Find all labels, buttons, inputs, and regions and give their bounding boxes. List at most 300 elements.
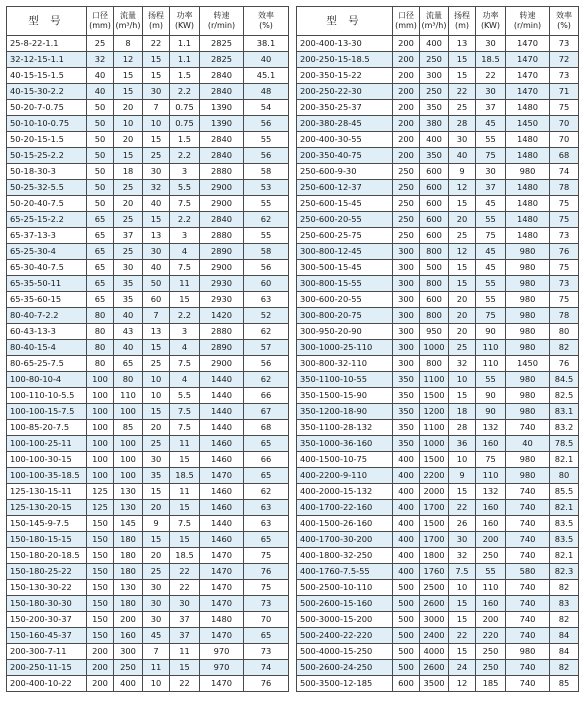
flow-cell: 2400 — [420, 628, 449, 644]
caliber-cell: 200 — [393, 100, 420, 116]
model-cell: 200-300-7-11 — [7, 644, 87, 660]
head-cell: 26 — [449, 516, 476, 532]
model-cell: 150-180-15-15 — [7, 532, 87, 548]
table-row — [7, 372, 289, 388]
table-row — [297, 356, 579, 372]
table-row — [7, 596, 289, 612]
caliber-cell: 250 — [393, 212, 420, 228]
caliber-cell: 32 — [87, 52, 114, 68]
head-cell: 30 — [143, 612, 170, 628]
speed-cell: 1420 — [200, 308, 244, 324]
table-row — [7, 532, 289, 548]
caliber-cell: 25 — [87, 36, 114, 52]
power-cell: 90 — [476, 404, 506, 420]
model-cell: 400-2200-9-110 — [297, 468, 393, 484]
table-row — [297, 436, 579, 452]
efficiency-cell: 56 — [244, 148, 289, 164]
head-cell: 9 — [143, 516, 170, 532]
head-cell: 15 — [143, 132, 170, 148]
speed-cell: 1470 — [200, 580, 244, 596]
table-row — [297, 196, 579, 212]
caliber-cell: 150 — [87, 564, 114, 580]
table-row — [7, 356, 289, 372]
header-efficiency: 效率 (%) — [244, 7, 289, 36]
model-cell: 50-20-15-1.5 — [7, 132, 87, 148]
efficiency-cell: 73 — [550, 276, 579, 292]
speed-cell: 1470 — [200, 548, 244, 564]
head-cell: 13 — [143, 228, 170, 244]
efficiency-cell: 76 — [550, 356, 579, 372]
efficiency-cell: 74 — [244, 660, 289, 676]
head-cell: 32 — [449, 548, 476, 564]
speed-cell: 1440 — [200, 388, 244, 404]
speed-cell: 2840 — [200, 212, 244, 228]
efficiency-cell: 56 — [244, 260, 289, 276]
speed-cell: 980 — [506, 308, 550, 324]
power-cell: 45 — [476, 116, 506, 132]
model-cell: 40-15-30-2.2 — [7, 84, 87, 100]
caliber-cell: 500 — [393, 612, 420, 628]
table-row — [7, 148, 289, 164]
power-cell: 7.5 — [170, 404, 200, 420]
power-cell: 0.75 — [170, 100, 200, 116]
header-speed: 转速 (r/min) — [200, 7, 244, 36]
efficiency-cell: 55 — [244, 196, 289, 212]
head-cell: 9 — [449, 164, 476, 180]
flow-cell: 250 — [420, 52, 449, 68]
head-cell: 36 — [449, 436, 476, 452]
flow-cell: 130 — [114, 500, 143, 516]
caliber-cell: 125 — [87, 500, 114, 516]
power-cell: 75 — [476, 308, 506, 324]
table-row — [7, 308, 289, 324]
head-cell: 40 — [449, 148, 476, 164]
head-cell: 15 — [143, 68, 170, 84]
efficiency-cell: 70 — [550, 132, 579, 148]
flow-cell: 100 — [114, 452, 143, 468]
caliber-cell: 500 — [393, 596, 420, 612]
power-cell: 2.2 — [170, 308, 200, 324]
efficiency-cell: 73 — [550, 68, 579, 84]
power-cell: 90 — [476, 324, 506, 340]
table-row — [297, 212, 579, 228]
header-flow: 流量 (m³/h) — [114, 7, 143, 36]
table-row — [7, 244, 289, 260]
header-caliber: 口径 (mm) — [87, 7, 114, 36]
flow-cell: 1100 — [420, 420, 449, 436]
flow-cell: 1700 — [420, 532, 449, 548]
table-row — [7, 516, 289, 532]
table-row — [7, 612, 289, 628]
speed-cell: 980 — [506, 244, 550, 260]
caliber-cell: 200 — [87, 644, 114, 660]
model-cell: 400-2000-15-132 — [297, 484, 393, 500]
efficiency-cell: 78 — [550, 308, 579, 324]
speed-cell: 1440 — [200, 516, 244, 532]
flow-cell: 37 — [114, 228, 143, 244]
caliber-cell: 300 — [393, 276, 420, 292]
speed-cell: 740 — [506, 612, 550, 628]
model-cell: 200-350-25-37 — [297, 100, 393, 116]
caliber-cell: 350 — [393, 388, 420, 404]
caliber-cell: 500 — [393, 660, 420, 676]
caliber-cell: 50 — [87, 148, 114, 164]
efficiency-cell: 68 — [550, 148, 579, 164]
model-cell: 80-40-15-4 — [7, 340, 87, 356]
power-cell: 30 — [476, 36, 506, 52]
speed-cell: 970 — [200, 644, 244, 660]
efficiency-cell: 76 — [244, 564, 289, 580]
table-row — [7, 196, 289, 212]
efficiency-cell: 76 — [550, 244, 579, 260]
power-cell: 4 — [170, 340, 200, 356]
flow-cell: 1700 — [420, 500, 449, 516]
efficiency-cell: 62 — [244, 324, 289, 340]
head-cell: 32 — [449, 356, 476, 372]
efficiency-cell: 73 — [550, 228, 579, 244]
caliber-cell: 100 — [87, 372, 114, 388]
model-cell: 500-2500-10-110 — [297, 580, 393, 596]
table-row — [297, 420, 579, 436]
efficiency-cell: 82.1 — [550, 548, 579, 564]
speed-cell: 1480 — [506, 100, 550, 116]
head-cell: 10 — [449, 372, 476, 388]
model-cell: 400-1500-26-160 — [297, 516, 393, 532]
efficiency-cell: 57 — [244, 340, 289, 356]
head-cell: 7 — [143, 100, 170, 116]
speed-cell: 980 — [506, 452, 550, 468]
table-row — [297, 132, 579, 148]
speed-cell: 2900 — [200, 196, 244, 212]
power-cell: 45 — [476, 196, 506, 212]
caliber-cell: 80 — [87, 340, 114, 356]
speed-cell: 1470 — [200, 468, 244, 484]
power-cell: 45 — [476, 260, 506, 276]
head-cell: 30 — [449, 532, 476, 548]
speed-cell: 2825 — [200, 52, 244, 68]
power-cell: 15 — [170, 532, 200, 548]
table-row — [297, 516, 579, 532]
caliber-cell: 300 — [393, 292, 420, 308]
head-cell: 20 — [449, 324, 476, 340]
flow-cell: 110 — [114, 388, 143, 404]
caliber-cell: 50 — [87, 132, 114, 148]
efficiency-cell: 65 — [244, 468, 289, 484]
speed-cell: 1480 — [506, 180, 550, 196]
caliber-cell: 300 — [393, 324, 420, 340]
speed-cell: 1470 — [506, 68, 550, 84]
flow-cell: 350 — [420, 100, 449, 116]
efficiency-cell: 75 — [244, 580, 289, 596]
flow-cell: 2000 — [420, 484, 449, 500]
head-cell: 9 — [449, 468, 476, 484]
model-cell: 80-40-7-2.2 — [7, 308, 87, 324]
power-cell: 110 — [476, 580, 506, 596]
model-cell: 32-12-15-1.1 — [7, 52, 87, 68]
flow-cell: 400 — [420, 36, 449, 52]
caliber-cell: 200 — [393, 148, 420, 164]
model-cell: 150-160-45-37 — [7, 628, 87, 644]
caliber-cell: 50 — [87, 196, 114, 212]
efficiency-cell: 82 — [550, 340, 579, 356]
table-row — [7, 564, 289, 580]
efficiency-cell: 48 — [244, 84, 289, 100]
model-cell: 100-100-30-15 — [7, 452, 87, 468]
model-cell: 500-2400-22-220 — [297, 628, 393, 644]
table-row — [297, 36, 579, 52]
caliber-cell: 65 — [87, 260, 114, 276]
table-row — [297, 244, 579, 260]
power-cell: 1.1 — [170, 52, 200, 68]
table-row — [297, 260, 579, 276]
table-row — [7, 676, 289, 692]
caliber-cell: 150 — [87, 628, 114, 644]
head-cell: 25 — [143, 564, 170, 580]
caliber-cell: 200 — [87, 660, 114, 676]
caliber-cell: 100 — [87, 388, 114, 404]
speed-cell: 2880 — [200, 228, 244, 244]
caliber-cell: 100 — [87, 468, 114, 484]
flow-cell: 10 — [114, 116, 143, 132]
caliber-cell: 150 — [87, 580, 114, 596]
speed-cell: 1460 — [200, 532, 244, 548]
power-cell: 18.5 — [170, 468, 200, 484]
caliber-cell: 65 — [87, 212, 114, 228]
model-cell: 50-18-30-3 — [7, 164, 87, 180]
efficiency-cell: 71 — [550, 84, 579, 100]
head-cell: 30 — [143, 580, 170, 596]
efficiency-cell: 75 — [244, 548, 289, 564]
speed-cell: 1390 — [200, 116, 244, 132]
flow-cell: 800 — [420, 308, 449, 324]
efficiency-cell: 53 — [244, 180, 289, 196]
power-cell: 37 — [476, 100, 506, 116]
speed-cell: 1460 — [200, 436, 244, 452]
power-cell: 4 — [170, 244, 200, 260]
speed-cell: 1440 — [200, 404, 244, 420]
head-cell: 7 — [143, 308, 170, 324]
model-cell: 200-350-15-22 — [297, 68, 393, 84]
table-row — [297, 68, 579, 84]
caliber-cell: 65 — [87, 228, 114, 244]
head-cell: 32 — [143, 180, 170, 196]
table-row — [7, 324, 289, 340]
table-row — [7, 132, 289, 148]
flow-cell: 25 — [114, 244, 143, 260]
caliber-cell: 300 — [393, 308, 420, 324]
flow-cell: 35 — [114, 292, 143, 308]
flow-cell: 350 — [420, 148, 449, 164]
table-row — [297, 308, 579, 324]
model-cell: 200-400-10-22 — [7, 676, 87, 692]
model-cell: 300-950-20-90 — [297, 324, 393, 340]
caliber-cell: 200 — [393, 84, 420, 100]
table-row — [7, 644, 289, 660]
flow-cell: 1500 — [420, 388, 449, 404]
model-cell: 65-30-40-7.5 — [7, 260, 87, 276]
power-cell: 7.5 — [170, 196, 200, 212]
efficiency-cell: 83.1 — [550, 404, 579, 420]
head-cell: 20 — [449, 292, 476, 308]
speed-cell: 2825 — [200, 36, 244, 52]
model-cell: 400-1800-32-250 — [297, 548, 393, 564]
head-cell: 28 — [449, 116, 476, 132]
speed-cell: 1480 — [506, 212, 550, 228]
caliber-cell: 50 — [87, 100, 114, 116]
speed-cell: 740 — [506, 420, 550, 436]
table-row — [297, 644, 579, 660]
table-row — [297, 372, 579, 388]
efficiency-cell: 55 — [244, 132, 289, 148]
table-row — [297, 580, 579, 596]
model-cell: 250-600-9-30 — [297, 164, 393, 180]
caliber-cell: 200 — [87, 676, 114, 692]
speed-cell: 1470 — [200, 596, 244, 612]
head-cell: 25 — [143, 356, 170, 372]
power-cell: 3 — [170, 228, 200, 244]
efficiency-cell: 40 — [244, 52, 289, 68]
head-cell: 10 — [143, 676, 170, 692]
head-cell: 15 — [143, 52, 170, 68]
speed-cell: 1470 — [506, 36, 550, 52]
flow-cell: 300 — [114, 644, 143, 660]
power-cell: 22 — [170, 676, 200, 692]
caliber-cell: 400 — [393, 516, 420, 532]
model-cell: 150-180-20-18.5 — [7, 548, 87, 564]
model-cell: 300-600-20-55 — [297, 292, 393, 308]
efficiency-cell: 78.5 — [550, 436, 579, 452]
power-cell: 5.5 — [170, 180, 200, 196]
model-cell: 150-180-30-30 — [7, 596, 87, 612]
table-row — [7, 68, 289, 84]
caliber-cell: 150 — [87, 596, 114, 612]
power-cell: 200 — [476, 532, 506, 548]
head-cell: 35 — [143, 468, 170, 484]
table-row — [7, 212, 289, 228]
table-row — [297, 276, 579, 292]
model-cell: 200-380-28-45 — [297, 116, 393, 132]
speed-cell: 2900 — [200, 260, 244, 276]
flow-cell: 800 — [420, 276, 449, 292]
head-cell: 10 — [143, 116, 170, 132]
power-cell: 2.2 — [170, 212, 200, 228]
flow-cell: 600 — [420, 180, 449, 196]
caliber-cell: 80 — [87, 356, 114, 372]
efficiency-cell: 63 — [244, 500, 289, 516]
speed-cell: 2890 — [200, 244, 244, 260]
efficiency-cell: 82.1 — [550, 452, 579, 468]
model-cell: 350-1100-10-55 — [297, 372, 393, 388]
flow-cell: 1000 — [420, 340, 449, 356]
power-cell: 37 — [170, 612, 200, 628]
flow-cell: 1800 — [420, 548, 449, 564]
power-cell: 250 — [476, 644, 506, 660]
flow-cell: 1500 — [420, 452, 449, 468]
model-cell: 350-1500-15-90 — [297, 388, 393, 404]
flow-cell: 2600 — [420, 596, 449, 612]
power-cell: 220 — [476, 628, 506, 644]
table-row — [297, 100, 579, 116]
flow-cell: 800 — [420, 356, 449, 372]
model-cell: 500-4000-15-250 — [297, 644, 393, 660]
efficiency-cell: 78 — [550, 180, 579, 196]
efficiency-cell: 70 — [550, 116, 579, 132]
caliber-cell: 400 — [393, 484, 420, 500]
table-row — [297, 116, 579, 132]
table-row — [297, 164, 579, 180]
head-cell: 15 — [143, 484, 170, 500]
flow-cell: 100 — [114, 404, 143, 420]
head-cell: 10 — [449, 452, 476, 468]
speed-cell: 980 — [506, 340, 550, 356]
model-cell: 65-25-15-2.2 — [7, 212, 87, 228]
table-row — [297, 468, 579, 484]
caliber-cell: 50 — [87, 164, 114, 180]
power-cell: 75 — [476, 452, 506, 468]
head-cell: 15 — [143, 404, 170, 420]
flow-cell: 300 — [420, 68, 449, 84]
caliber-cell: 200 — [393, 36, 420, 52]
power-cell: 7.5 — [170, 356, 200, 372]
table-row — [7, 468, 289, 484]
speed-cell: 1480 — [200, 612, 244, 628]
caliber-cell: 400 — [393, 564, 420, 580]
power-cell: 22 — [170, 580, 200, 596]
model-cell: 100-110-10-5.5 — [7, 388, 87, 404]
caliber-cell: 150 — [87, 612, 114, 628]
head-cell: 15 — [449, 52, 476, 68]
head-cell: 15 — [143, 532, 170, 548]
caliber-cell: 350 — [393, 420, 420, 436]
flow-cell: 950 — [420, 324, 449, 340]
table-row — [297, 676, 579, 692]
caliber-cell: 300 — [393, 340, 420, 356]
flow-cell: 20 — [114, 100, 143, 116]
power-cell: 37 — [170, 628, 200, 644]
head-cell: 15 — [449, 388, 476, 404]
head-cell: 15 — [143, 212, 170, 228]
efficiency-cell: 56 — [244, 116, 289, 132]
model-cell: 25-8-22-1.1 — [7, 36, 87, 52]
model-cell: 500-2600-15-160 — [297, 596, 393, 612]
table-row — [7, 500, 289, 516]
caliber-cell: 250 — [393, 196, 420, 212]
speed-cell: 980 — [506, 388, 550, 404]
speed-cell: 1480 — [506, 132, 550, 148]
power-cell: 132 — [476, 484, 506, 500]
caliber-cell: 100 — [87, 436, 114, 452]
caliber-cell: 200 — [393, 132, 420, 148]
flow-cell: 1500 — [420, 516, 449, 532]
model-cell: 100-80-10-4 — [7, 372, 87, 388]
model-cell: 200-400-13-30 — [297, 36, 393, 52]
speed-cell: 740 — [506, 532, 550, 548]
model-cell: 65-25-30-4 — [7, 244, 87, 260]
power-cell: 15 — [170, 292, 200, 308]
table-body-right — [297, 36, 579, 692]
efficiency-cell: 63 — [244, 516, 289, 532]
flow-cell: 180 — [114, 548, 143, 564]
efficiency-cell: 58 — [244, 244, 289, 260]
efficiency-cell: 75 — [550, 100, 579, 116]
table-row — [297, 612, 579, 628]
head-cell: 40 — [143, 260, 170, 276]
caliber-cell: 65 — [87, 292, 114, 308]
table-row — [297, 324, 579, 340]
head-cell: 12 — [449, 180, 476, 196]
table-row — [7, 276, 289, 292]
table-row — [7, 580, 289, 596]
